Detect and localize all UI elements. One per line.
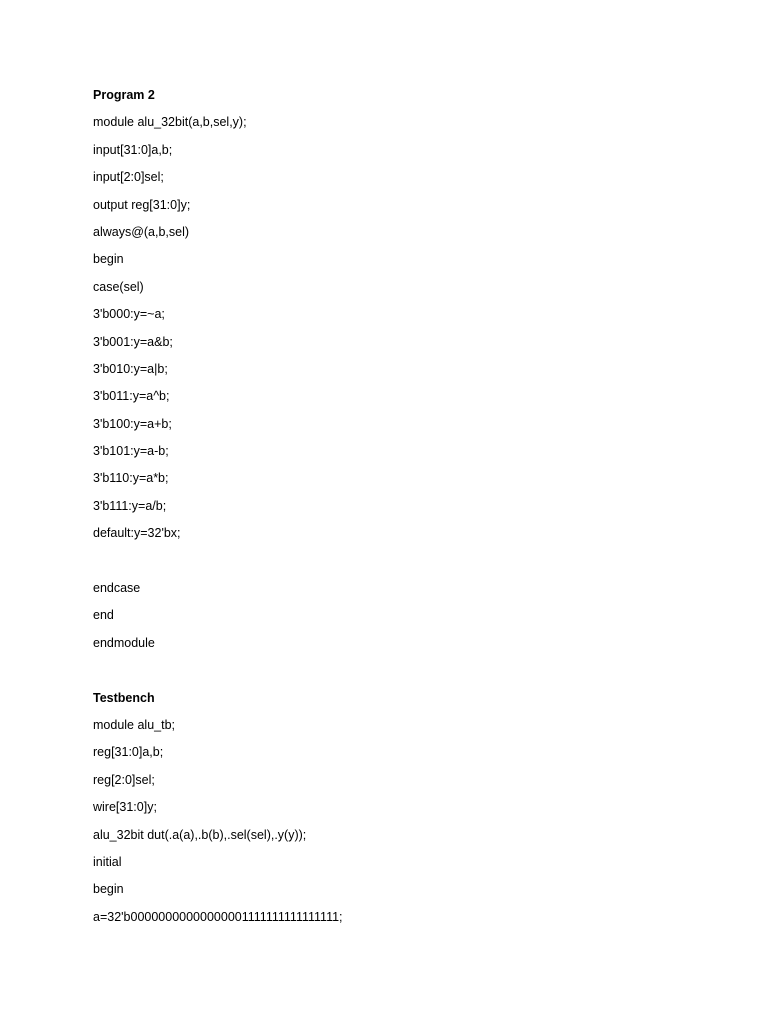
document-body [93,86,733,935]
code-line: output reg[31:0]y; [93,197,191,212]
program-code-block [93,113,733,661]
code-line: begin [93,252,124,267]
program-heading: Program 2 [93,88,155,102]
blank-line [93,552,733,579]
testbench-heading: Testbench [93,690,155,705]
code-line: reg[2:0]sel; [93,772,155,787]
code-line: module alu_32bit(a,b,sel,y); [93,115,247,130]
code-line: 3'b111:y=a/b; [93,498,167,513]
code-line: wire[31:0]y; [93,800,157,815]
code-line: input[2:0]sel; [93,170,164,185]
code-line: case(sel) [93,279,144,294]
code-line: 3'b100:y=a+b; [93,416,172,431]
code-line: 3'b010:y=a|b; [93,361,168,376]
code-line: a=32'b00000000000000001111111111111111; [93,909,343,924]
code-line: endcase [93,581,141,596]
code-line: 3'b001:y=a&b; [93,334,173,349]
code-line: 3'b110:y=a*b; [93,471,169,486]
code-line: module alu_tb; [93,717,176,732]
code-line: 3'b000:y=~a; [93,307,165,322]
code-line: initial [93,854,122,869]
code-line: end [93,608,114,623]
code-line: 3'b101:y=a-b; [93,444,169,459]
code-line: always@(a,b,sel) [93,224,190,239]
code-line: begin [93,882,124,897]
code-line: reg[31:0]a,b; [93,745,164,760]
code-line: 3'b011:y=a^b; [93,389,170,404]
code-line: default:y=32'bx; [93,526,181,541]
code-line: alu_32bit dut(.a(a),.b(b),.sel(sel),.y(y)); [93,827,307,842]
section-spacer [93,661,733,688]
code-line: endmodule [93,635,155,650]
code-line: input[31:0]a,b; [93,142,173,157]
testbench-code-block [93,716,733,935]
